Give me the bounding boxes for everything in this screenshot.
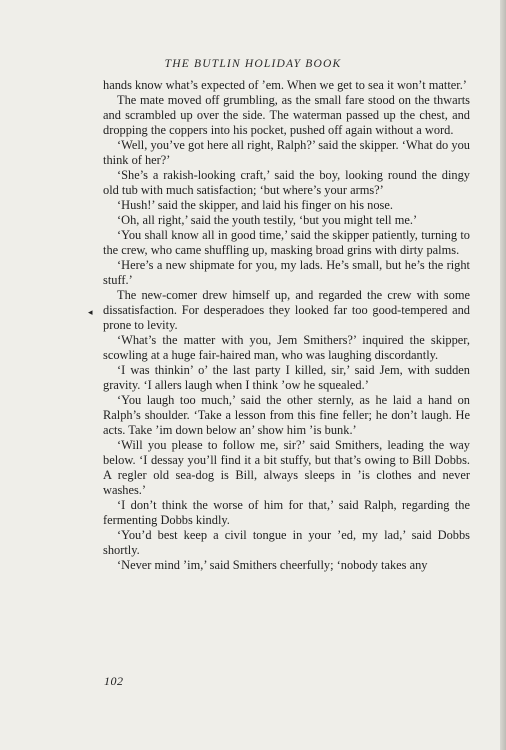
paragraph: ‘I don’t think the worse of him for that,’ said Ralph, regarding the fermenting Dobbs kindly. bbox=[103, 498, 470, 527]
paragraph: ‘Will you please to follow me, sir?’ said Smithers, leading the way below. ‘I dessay you’ll find it a bit stuffy, but that’s owing to Bill Dobbs. A regler old sea-dog is Bill, always sleeps in ’is clothes and never washes.’ bbox=[103, 438, 470, 497]
body-text bbox=[103, 78, 470, 573]
paragraph: ‘Hush!’ said the skipper, and laid his finger on his nose. bbox=[117, 198, 393, 212]
paragraph: The mate moved off grumbling, as the small fare stood on the thwarts and scrambled up over the side. The waterman passed up the chest, and dropping the coppers into his pocket, pushed off again without a word. bbox=[103, 93, 470, 137]
paragraph: ‘You shall know all in good time,’ said the skipper patiently, turning to the crew, who came shuffling up, masking broad grins with dirty palms. bbox=[103, 228, 470, 257]
paragraph: hands know what’s expected of ’em. When we get to sea it won’t matter.’ bbox=[103, 78, 467, 92]
paragraph: ‘What’s the matter with you, Jem Smithers?’ inquired the skipper, scowling at a huge fair-haired man, who was laughing discordantly. bbox=[103, 333, 470, 362]
running-header: THE BUTLIN HOLIDAY BOOK bbox=[164, 58, 342, 70]
page-number: 102 bbox=[104, 674, 124, 688]
paragraph: ‘She’s a rakish-looking craft,’ said the boy, looking round the dingy old tub with much satisfaction; ‘but where’s your arms?’ bbox=[103, 168, 470, 197]
paragraph: ‘You laugh too much,’ said the other sternly, as he laid a hand on Ralph’s shoulder. ‘Take a lesson from this fine feller; he don’t laugh. He acts. Take ’im down below an’ show him ’is bunk.’ bbox=[103, 393, 470, 437]
paragraph: ‘You’d best keep a civil tongue in your ’ed, my lad,’ said Dobbs shortly. bbox=[103, 528, 470, 557]
margin-mark-icon: ◂ bbox=[88, 307, 93, 317]
paragraph: ‘Well, you’ve got here all right, Ralph?’ said the skipper. ‘What do you think of her?’ bbox=[103, 138, 470, 167]
paragraph: ‘Never mind ’im,’ said Smithers cheerfully; ‘nobody takes any bbox=[117, 558, 428, 572]
paragraph: ‘I was thinkin’ o’ the last party I killed, sir,’ said Jem, with sudden gravity. ‘I allers laugh when I think ’ow he squealed.’ bbox=[103, 363, 470, 392]
paragraph: ‘Oh, all right,’ said the youth testily, ‘but you might tell me.’ bbox=[117, 213, 418, 227]
page-gutter bbox=[500, 0, 506, 750]
paragraph: The new-comer drew himself up, and regarded the crew with some dissatisfaction. For desperadoes they looked far too good-tempered and prone to levity. bbox=[103, 288, 470, 332]
paragraph: ‘Here’s a new shipmate for you, my lads. He’s small, but he’s the right stuff.’ bbox=[103, 258, 470, 287]
